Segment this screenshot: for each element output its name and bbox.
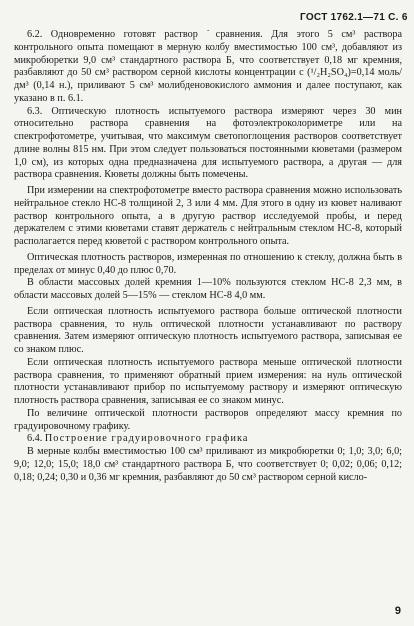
paragraph-glass-ranges: В области массовых долей кремния 1—10% пользуются стеклом НС-8 2,3 мм, в области массовых долей 5—15% — стеклом НС-8 4,0 мм.: [14, 277, 402, 301]
section-heading-6-4: [14, 433, 402, 446]
page-number: 9: [394, 605, 401, 617]
body-text: [14, 29, 402, 484]
section-title: Построение градуировочного графика: [44, 433, 249, 445]
paragraph-density-smaller: Если оптическая плотность испытуемого раствора меньше оптической плотности раствора сравнения, то применяют обратный прием измерения: на нуль оптической плотности устанавливают прибор по испытуемому раствору и измеряют оптическую плотность раствора сравнения, записывая ее со знаком минус.: [14, 356, 402, 406]
paragraph-optical-density-range: Оптическая плотность растворов, измеренная по отношению к стеклу, должна быть в пределах от минус 0,40 до плюс 0,70.: [14, 251, 402, 276]
paragraph-spectrophotometer: При измерении на спектрофотометре вместо раствора сравнения можно использовать нейтральное стекло НС-8 толщиной 2, 3 или 4 мм. Для этого в одну из кювет наливают раствор контрольного опыта, а в другую раствор исследуемой пробы, и перед держателем с этими кюветами ставят держатель с нейтральным стеклом НС-8, который располагается перед кюветой с раствором контрольного опыта.: [14, 185, 402, 247]
paragraph-6-2: 6.2. Одновременно готовят раствор ˙сравнения. Для этого 5 см³ раствора контрольного опыта помещают в мерную колбу вместимостью 100 см³, добавляют из микробюретки 9,0 см³ стандартного раствора Б, что соответствует 0,18 мг кремния, разбавляют до 50 см³ раствором серной кислоты концентрации c (¹/₂H₂SO₄)=0,14 моль/дм³ (0,14 н.), приливают 5 см³ молибденовокислого аммония и далее поступают, как указано в п. 6.1.: [14, 29, 402, 104]
section-number: 6.4.: [27, 433, 43, 445]
page-header: ГОСТ 1762.1—71 С. 6: [300, 12, 408, 23]
paragraph-density-greater: Если оптическая плотность испытуемого раствора больше оптической плотности раствора сравнения, то нуль оптической плотности устанавливают по раствору сравнения. Затем измеряют оптическую плотность испытуемого раствора, записывая ее со знаком плюс.: [14, 305, 402, 355]
paragraph-6-3: 6.3. Оптическую плотность испытуемого раствора измеряют через 30 мин относительно раствора сравнения на фотоэлектроколориметре или на спектрофотометре, учитывая, что максимум светопоглощения растворов соответствует длине волны 815 нм. При этом следует пользоваться постоянными кюветами (размером 1,0 см), из которых одна предназначена для испытуемого раствора, а другая — для раствора сравнения. Кюветы должны быть помечены.: [14, 105, 402, 181]
paragraph-calibration: В мерные колбы вместимостью 100 см³ приливают из микробюретки 0; 1,0; 3,0; 6,0; 9,0; 12,0; 15,0; 18,0 см³ стандартного раствора Б, что соответствует 0; 0,02; 0,06; 0,12; 0,18; 0,24; 0,30 и 0,36 мг кремния, разбавляют до 50 см³ раствором серной кисло-: [14, 446, 402, 483]
paragraph-mass-determination: По величине оптической плотности растворов определяют массу кремния по градуировочному графику.: [14, 407, 402, 432]
